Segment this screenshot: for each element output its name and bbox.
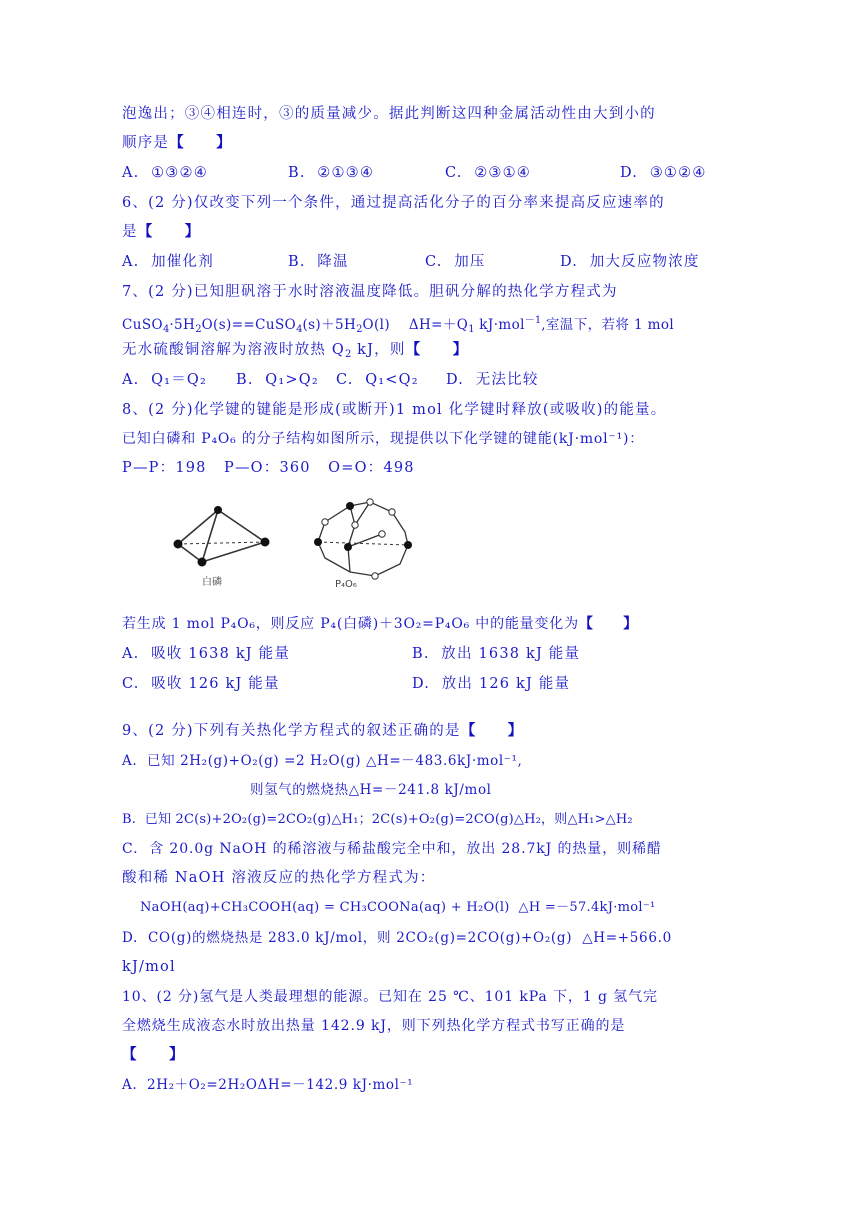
answer-bracket: 【 】 — [578, 616, 639, 632]
answer-bracket: 【 】 — [460, 722, 524, 739]
q9-option-a-line1: A. 已知 2H₂(g)+O₂(g) =2 H₂O(g) △H=－483.6kJ·mol⁻¹, — [122, 753, 523, 769]
q10-stem-line3 — [122, 1045, 185, 1065]
molecule-structure-figure — [160, 492, 440, 592]
white-phosphorus-label: 白磷 — [202, 577, 222, 588]
q5-option-c: C. ②③①④ — [445, 165, 532, 181]
q5-option-d: D. ③①②④ — [620, 165, 707, 181]
q8-stem-line4: 若生成 1 mol P₄O₆，则反应 P₄(白磷)＋3O₂=P₄O₆ 中的能量变化为【 】 — [122, 616, 639, 632]
q5-option-b: B. ②①③④ — [288, 165, 375, 181]
q8-option-a: A. 吸收 1638 kJ 能量 — [122, 646, 291, 662]
q9-option-b: B. 已知 2C(s)+2O₂(g)=2CO₂(g)△H₁；2C(s)+O₂(g)=2CO(g)△H₂，则△H₁>△H₂ — [122, 812, 633, 827]
q9-option-d-line1: D. CO(g)的燃烧热是 283.0 kJ/mol，则 2CO₂(g)=2CO(g)+O₂(g) △H=+566.0 — [122, 930, 672, 946]
q9-option-a-line2: 则氢气的燃烧热△H=－241.8 kJ/mol — [250, 782, 492, 798]
q6-option-b: B. 降温 — [288, 254, 349, 270]
q8-option-d: D. 放出 126 kJ 能量 — [412, 676, 571, 692]
white-phosphorus-diagram — [178, 510, 265, 562]
q10-option-a: A. 2H₂＋O₂=2H₂OΔH=－142.9 kJ·mol⁻¹ — [122, 1077, 414, 1093]
q10-stem-line2: 全燃烧生成液态水时放出热量 142.9 kJ，则下列热化学方程式书写正确的是 — [122, 1018, 626, 1034]
q8-bond-energies: P—P：198 P—O：360 O=O：498 — [122, 460, 415, 476]
q9-option-d-line2: kJ/mol — [122, 959, 176, 975]
q10-stem-line1: 10、(2 分)氢气是人类最理想的能源。已知在 25 ℃、101 kPa 下，1 g 氢气完 — [122, 989, 658, 1005]
q5-option-a: A. ①③②④ — [122, 165, 208, 181]
q6-option-c: C. 加压 — [425, 254, 486, 270]
q6-option-d: D. 加大反应物浓度 — [560, 254, 700, 270]
q7-stem-line1: 7、(2 分)已知胆矾溶于水时溶液温度降低。胆矾分解的热化学方程式为 — [122, 284, 618, 300]
q9-option-c-line2: 酸和稀 NaOH 溶液反应的热化学方程式为： — [122, 870, 436, 886]
q6-stem-line1: 6、(2 分)仅改变下列一个条件，通过提高活化分子的百分率来提高反应速率的 — [122, 195, 665, 211]
q8-option-b: B. 放出 1638 kJ 能量 — [412, 646, 581, 662]
q6-stem-line2: 是【 】 — [122, 223, 201, 240]
q7-stem-line3: 无水硫酸铜溶解为溶液时放热 $Q_2$ kJ，则【 】 — [122, 341, 469, 360]
q7-option-a: A. Q₁＝Q₂ — [122, 372, 207, 388]
q8-stem-line2: 已知白磷和 P₄O₆ 的分子结构如图所示，现提供以下化学键的键能(kJ·mol⁻¹)： — [122, 431, 645, 447]
q7-option-c: C. Q₁<Q₂ — [336, 372, 419, 388]
answer-bracket: 【 】 — [122, 1046, 185, 1063]
q5-stem-line1: 泡逸出；③④相连时，③的质量减少。据此判断这四种金属活动性由大到小的 — [122, 106, 656, 122]
q8-option-c: C. 吸收 126 kJ 能量 — [122, 676, 280, 692]
answer-bracket: 【 】 — [137, 223, 201, 240]
p4o6-atoms — [314, 499, 412, 579]
q7-option-b: B. Q₁>Q₂ — [236, 372, 319, 388]
q5-stem-line2: 顺序是【 】 — [122, 134, 232, 151]
q7-option-d: D. 无法比较 — [446, 372, 539, 388]
q9-option-c-equation: NaOH(aq)+CH₃COOH(aq) = CH₃COONa(aq) + H₂O(l) △H =－57.4kJ·mol⁻¹ — [140, 900, 656, 915]
q9-stem: 9、(2 分)下列有关热化学方程式的叙述正确的是【 】 — [122, 722, 524, 739]
answer-bracket: 【 】 — [405, 341, 469, 358]
p4o6-label: P₄O₆ — [335, 579, 357, 590]
q8-stem-line1: 8、(2 分)化学键的键能是形成(或断开)1 mol 化学键时释放(或吸收)的能量。 — [122, 402, 667, 418]
q7-stem-line2: $CuSO_4\cdot 5H_2O(s)==CuSO_4(s)+5H_2O(l)$ $\Delta H=+Q_1$ kJ·mol$^{-1}$,室温下，若将 1 mol — [122, 315, 675, 335]
q6-option-a: A. 加催化剂 — [122, 254, 214, 270]
answer-bracket: 【 】 — [169, 134, 232, 151]
q9-option-c-line1: C. 含 20.0g NaOH 的稀溶液与稀盐酸完全中和，放出 28.7kJ 的热量，则稀醋 — [122, 841, 662, 857]
